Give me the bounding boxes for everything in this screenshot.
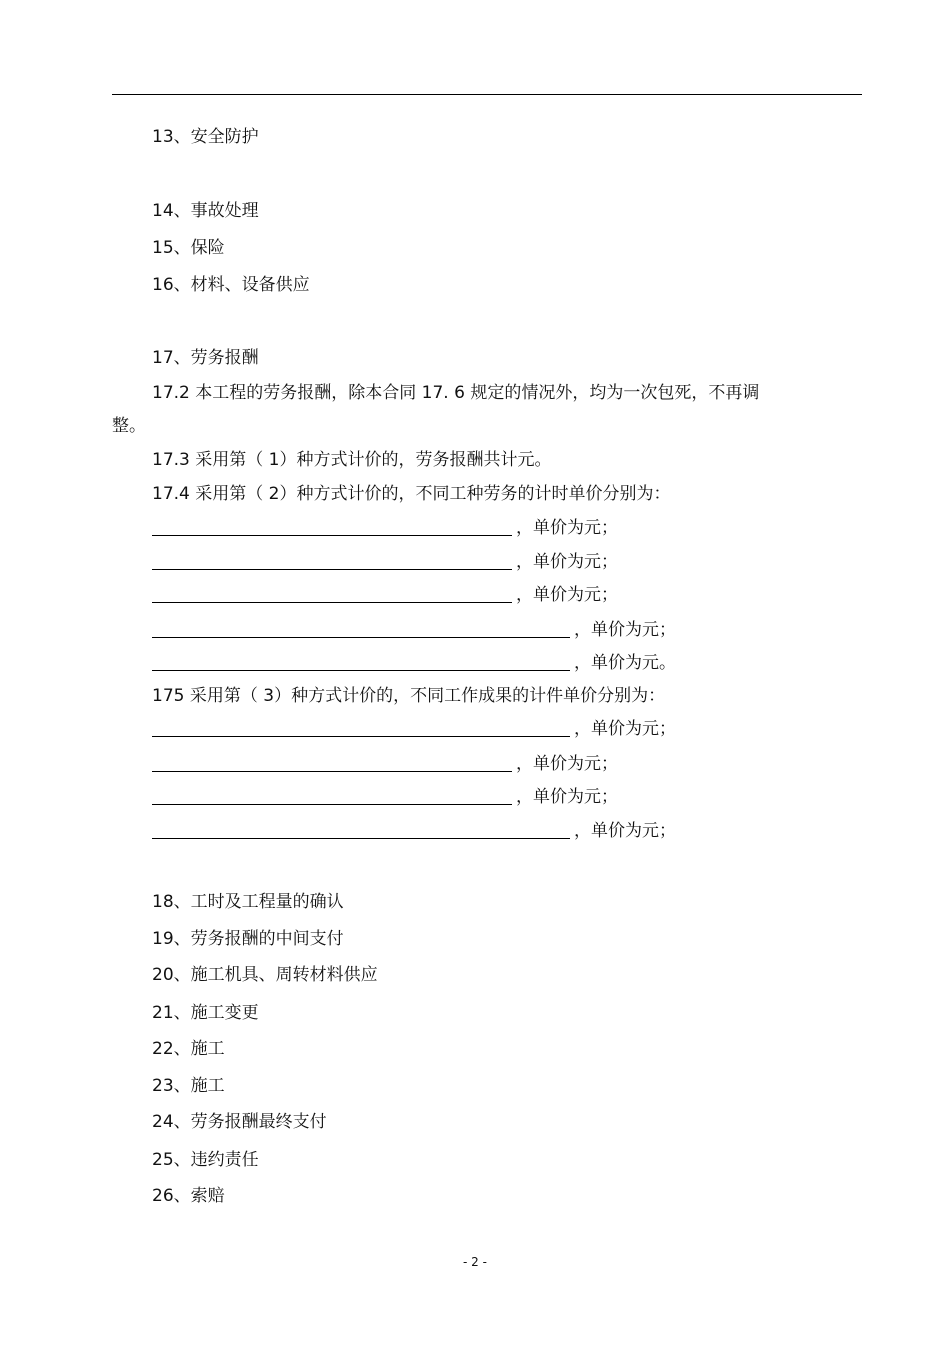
- item-14: 14、事故处理: [152, 201, 259, 221]
- item-17: 17、劳务报酬: [152, 348, 259, 368]
- page-number: - 2 -: [463, 1255, 487, 1269]
- item-13: 13、安全防护: [152, 127, 259, 147]
- item-15: 15、保险: [152, 238, 225, 258]
- fill-in-suffix: ，单价为元；: [516, 754, 618, 774]
- fill-in-blank[interactable]: [152, 569, 512, 570]
- item-16: 16、材料、设备供应: [152, 275, 310, 295]
- clause-17-5: 175 采用第（ 3）种方式计价的，不同工作成果的计件单价分别为：: [152, 686, 666, 706]
- fill-in-blank[interactable]: [152, 838, 570, 839]
- item-25: 25、违约责任: [152, 1150, 259, 1170]
- fill-in-suffix: ，单价为元；: [574, 821, 676, 841]
- item-26: 26、索赔: [152, 1186, 225, 1206]
- fill-in-suffix: ，单价为元。: [574, 653, 676, 673]
- fill-in-suffix: ，单价为元；: [574, 620, 676, 640]
- fill-in-suffix: ，单价为元；: [516, 585, 618, 605]
- header-rule: [112, 94, 862, 95]
- fill-in-blank[interactable]: [152, 535, 512, 536]
- clause-17-4: 17.4 采用第（ 2）种方式计价的，不同工种劳务的计时单价分别为：: [152, 484, 671, 504]
- clause-17-3: 17.3 采用第（ 1）种方式计价的，劳务报酬共计元。: [152, 450, 552, 470]
- fill-in-suffix: ，单价为元；: [516, 552, 618, 572]
- item-22: 22、施工: [152, 1039, 225, 1059]
- clause-17-2-continuation: 整。: [112, 416, 146, 436]
- clause-17-2: 17.2 本工程的劳务报酬，除本合同 17. 6 规定的情况外，均为一次包死，不再调: [152, 383, 760, 403]
- fill-in-suffix: ，单价为元；: [516, 518, 618, 538]
- fill-in-blank[interactable]: [152, 670, 570, 671]
- fill-in-blank[interactable]: [152, 637, 570, 638]
- fill-in-blank[interactable]: [152, 736, 570, 737]
- item-19: 19、劳务报酬的中间支付: [152, 929, 344, 949]
- fill-in-suffix: ，单价为元；: [516, 787, 618, 807]
- item-20: 20、施工机具、周转材料供应: [152, 965, 378, 985]
- item-21: 21、施工变更: [152, 1003, 259, 1023]
- item-24: 24、劳务报酬最终支付: [152, 1112, 327, 1132]
- fill-in-blank[interactable]: [152, 602, 512, 603]
- item-23: 23、施工: [152, 1076, 225, 1096]
- fill-in-blank[interactable]: [152, 771, 512, 772]
- fill-in-suffix: ，单价为元；: [574, 719, 676, 739]
- fill-in-blank[interactable]: [152, 804, 512, 805]
- item-18: 18、工时及工程量的确认: [152, 892, 344, 912]
